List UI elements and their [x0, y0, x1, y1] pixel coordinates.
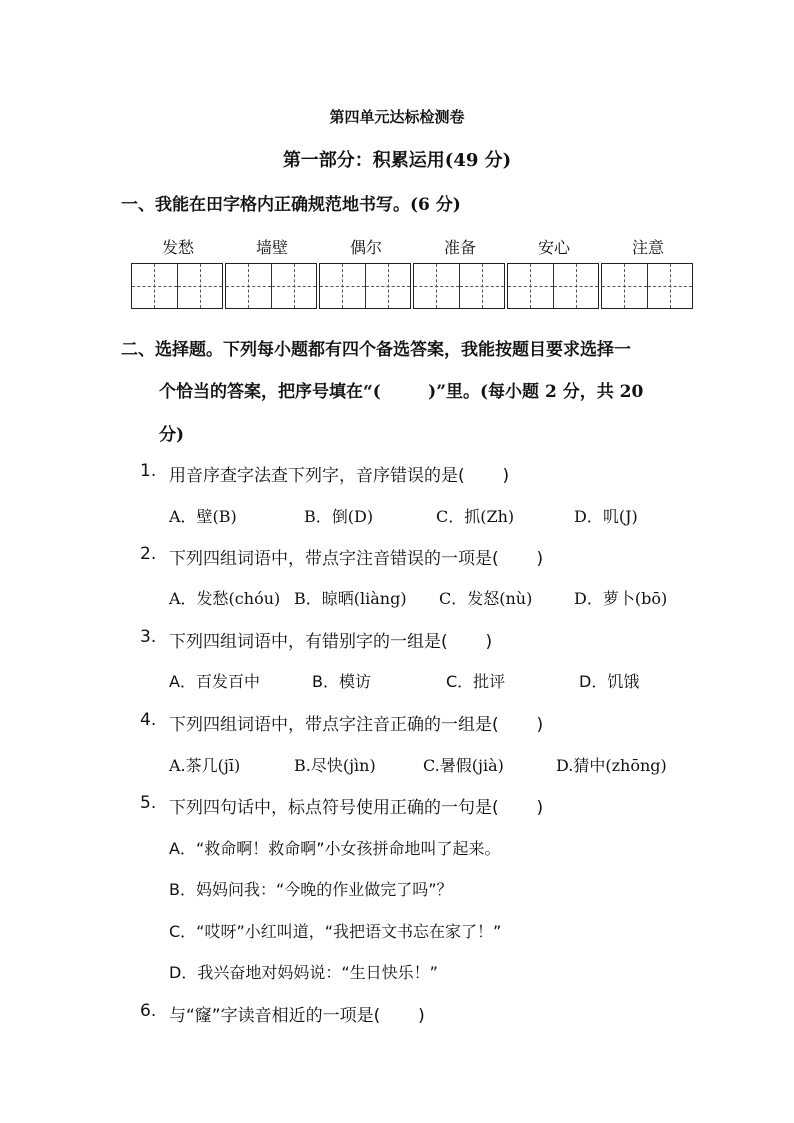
option-a[interactable]: A．“救命啊！救命啊”小女孩拼命地叫了起来。	[169, 839, 501, 858]
option-c[interactable]: C．批评	[446, 672, 506, 691]
question-stem: 下列四组词语中，带点字注音正确的一组是( )	[169, 715, 544, 735]
writing-box-4[interactable]	[413, 263, 505, 309]
section2-heading-line1: 二、选择题。下列每小题都有四个备选答案，我能按题目要求选择一	[121, 340, 631, 360]
option-c[interactable]: C．发怒(nù)	[439, 589, 533, 608]
section2-heading-line2: 个恰当的答案，把序号填在“( )”里。(每小题 2 分，共 20	[159, 382, 644, 402]
option-b[interactable]: B．晾晒(liàng)	[294, 589, 407, 608]
word-4: 准备	[443, 238, 476, 257]
option-b[interactable]: B.尽快(jìn)	[294, 756, 376, 775]
section2-heading-line3: 分)	[159, 425, 185, 445]
option-c[interactable]: C．抓(Zh)	[436, 507, 515, 526]
option-d[interactable]: D．我兴奋地对妈妈说：“生日快乐！”	[169, 963, 438, 982]
question-number: 6.	[140, 1001, 157, 1021]
option-d[interactable]: D．饥饿	[579, 672, 640, 691]
option-d[interactable]: D．叽(J)	[574, 507, 638, 526]
option-d[interactable]: D.猜中(zhōng)	[556, 756, 667, 775]
section1-heading: 一、我能在田字格内正确规范地书写。(6 分)	[121, 195, 461, 215]
word-3: 偶尔	[349, 238, 382, 257]
question-number: 3.	[140, 627, 157, 647]
writing-box-3[interactable]	[319, 263, 411, 309]
question-stem: 下列四组词语中，带点字注音错误的一项是( )	[169, 549, 544, 569]
question-number: 5.	[140, 793, 157, 813]
writing-box-1[interactable]	[131, 263, 223, 309]
question-number: 1.	[140, 461, 157, 481]
writing-box-2[interactable]	[225, 263, 317, 309]
writing-box-5[interactable]	[507, 263, 599, 309]
option-b[interactable]: B．妈妈问我：“今晚的作业做完了吗”？	[169, 880, 453, 899]
option-c[interactable]: C．“哎呀”小红叫道，“我把语文书忘在家了！”	[169, 922, 502, 941]
question-stem: 用音序查字法查下列字，音序错误的是( )	[169, 466, 510, 486]
part-heading: 第一部分：积累运用(49 分)	[282, 150, 512, 171]
option-b[interactable]: B．倒(D)	[304, 507, 374, 526]
tianzige-grid	[131, 263, 693, 309]
option-c[interactable]: C.暑假(jià)	[423, 756, 504, 775]
word-5: 安心	[537, 238, 570, 257]
option-d[interactable]: D．萝卜(bō)	[574, 589, 668, 608]
question-number: 2.	[140, 544, 157, 564]
question-stem: 下列四组词语中，有错别字的一组是( )	[169, 632, 493, 652]
document-title: 第四单元达标检测卷	[329, 108, 465, 126]
question-number: 4.	[140, 710, 157, 730]
option-a[interactable]: A．百发百中	[169, 672, 260, 691]
option-a[interactable]: A.茶几(jī)	[169, 756, 241, 775]
option-a[interactable]: A．发愁(chóu)	[169, 589, 281, 608]
word-2: 墙壁	[255, 238, 288, 257]
word-1: 发愁	[161, 238, 194, 257]
question-stem: 下列四句话中，标点符号使用正确的一句是( )	[169, 798, 544, 818]
word-6: 注意	[631, 238, 664, 257]
option-a[interactable]: A．壁(B)	[169, 507, 237, 526]
question-stem: 与“窿”字读音相近的一项是( )	[169, 1006, 425, 1026]
option-b[interactable]: B．模访	[312, 672, 371, 691]
writing-box-6[interactable]	[601, 263, 693, 309]
